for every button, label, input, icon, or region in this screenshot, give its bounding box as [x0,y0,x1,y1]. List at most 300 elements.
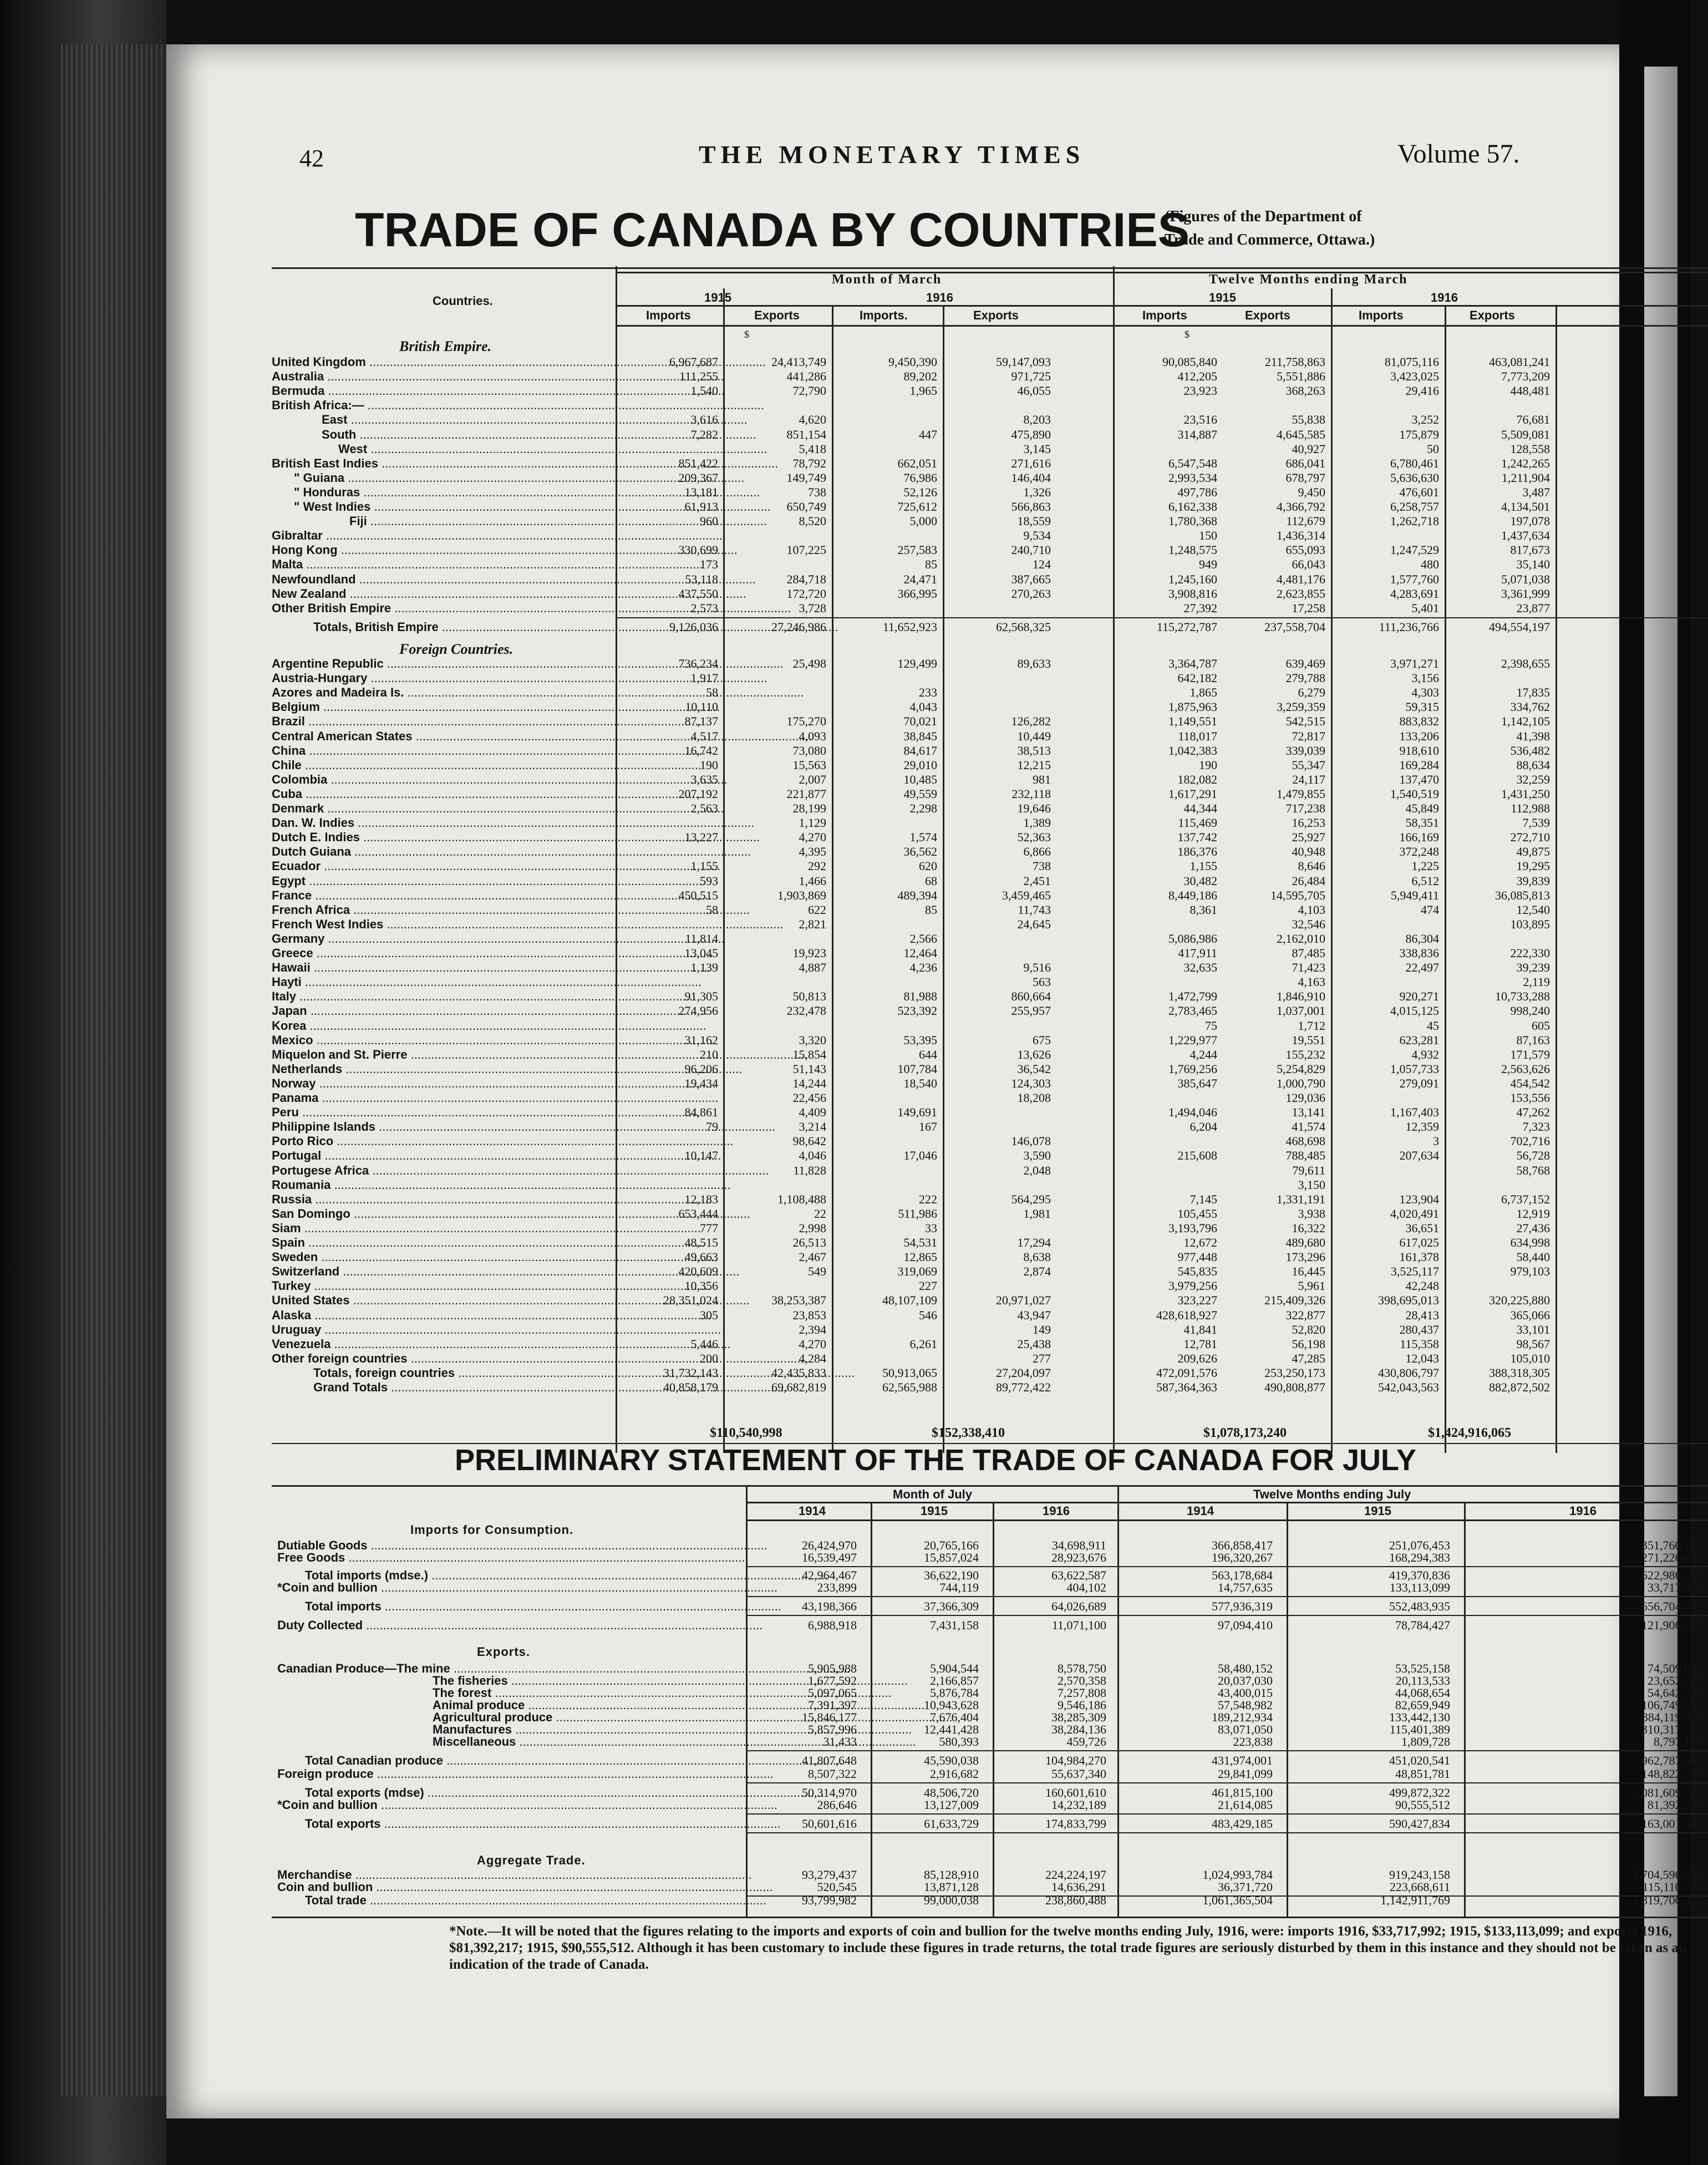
country-name: San Domingo ..... [272,1207,610,1221]
table-cell: 6,258,757 [1390,500,1439,514]
table-cell: 5,949,411 [1390,888,1439,902]
table-row [166,620,1619,634]
table-cell: 468,698 [1285,1134,1325,1148]
table-row [166,1250,1619,1264]
table-cell: 12,464 [903,946,937,960]
table-cell: 182,082 [1177,772,1217,786]
table-cell: 50,913,065 [882,1365,937,1380]
table-cell: 662,051 [897,456,937,470]
table-cell: 99,000,038 [924,1893,979,1907]
table-cell: 35,140 [1516,557,1550,572]
table-cell: 227 [919,1279,937,1293]
table-cell: 85 [925,902,937,917]
table-cell: 7,676,404 [930,1710,979,1724]
table-cell: 286,646 [817,1798,857,1812]
table-cell: 52,126 [903,485,937,499]
row-label: Miscellaneous ..... [433,1735,738,1749]
country-name: Totals, foreign countries ..... [313,1366,610,1380]
table-row [166,1004,1619,1018]
table-cell: 24,645 [1017,917,1051,931]
table-cell: 2,563,626 [1501,1061,1550,1076]
table-cell: 89,202 [903,369,937,384]
table-cell: 41,398 [1516,729,1550,743]
table-cell: 2,874 [1023,1264,1051,1279]
table-cell: 39,839 [1516,873,1550,888]
table-cell: 2,119 [1523,975,1550,989]
table-cell: 4,043 [909,700,937,714]
table-cell: 365,066 [1510,1308,1550,1322]
table-cell: 45,590,038 [924,1754,979,1767]
table-cell: 1,809,728 [1401,1735,1450,1749]
table-cell: 167 [919,1120,937,1134]
table-cell: 2,570,358 [1058,1674,1106,1688]
country-name: Bermuda ..... [272,384,610,398]
table-cell: 28,923,676 [1051,1551,1106,1564]
table-cell: 40,927 [1292,441,1325,456]
table-cell: 12,919 [1516,1206,1550,1221]
table-cell: 211,758,863 [1264,355,1325,369]
table-cell: 5,876,784 [930,1686,979,1700]
table-cell: 520,545 [817,1880,857,1894]
table-cell: 72,790 [792,384,826,398]
table-cell: 19,551 [1292,1033,1325,1047]
table-cell: 3,320 [799,1033,826,1047]
table-row [166,485,1619,500]
table-cell: 1,917 [690,671,718,685]
table-cell: 31,162 [684,1033,718,1047]
combined-total: $110,540,998 [710,1426,782,1440]
exports-section-heading: Exports. [477,1645,531,1659]
table-cell: 24,413,749 [771,355,826,369]
row-label: Total trade ..... [305,1893,738,1908]
country-name: Peru ..... [272,1105,610,1120]
table-cell: 788,485 [1285,1148,1325,1163]
table-row [166,859,1619,873]
table-cell: 41,574 [1292,1120,1325,1134]
table-cell: 536,482 [1510,743,1550,758]
table-cell: 56,728 [1516,1148,1550,1163]
table-cell: 20,037,030 [1218,1674,1273,1688]
row-label: Animal produce ..... [433,1698,738,1712]
table-row [166,601,1619,616]
table-cell: 1,819,706,490 [1632,1893,1702,1907]
table-cell: 2,007 [799,772,826,786]
table-row [166,1551,1702,1565]
table-cell: 36,371,720 [1218,1880,1273,1894]
table-cell: 129,036 [1285,1091,1325,1105]
table-cell: 17,835 [1516,685,1550,700]
country-name: Japan ..... [272,1004,610,1018]
country-name: Azores and Madeira Is. ..... [272,685,610,700]
table-cell: 62,568,325 [996,619,1051,634]
table-cell: 34,698,911 [1051,1538,1106,1552]
table-cell: 2,993,534 [1168,470,1217,485]
table-cell: 490,808,877 [1264,1380,1325,1394]
table-cell: 149,749 [786,470,826,485]
table-cell: 29,416 [1405,384,1439,398]
table-cell: 98,567 [1516,1336,1550,1351]
country-name: " West Indies ..... [294,500,610,514]
table-cell: 919,243,158 [1389,1868,1450,1882]
table-row [166,1019,1619,1033]
country-name: Dutch E. Indies ..... [272,830,610,845]
table-cell: 207,192 [678,786,718,801]
table-cell: 93,799,982 [802,1893,857,1907]
country-name: East ..... [322,413,610,427]
table-cell: 10,733,288 [1495,989,1550,1004]
table-cell: 29,841,099 [1218,1767,1273,1781]
table-cell: 8,638 [1023,1250,1051,1264]
table-cell: 2,451 [1023,873,1051,888]
country-name: Venezuela ..... [272,1337,610,1351]
table-cell: 4,046 [799,1148,826,1163]
table-cell: 3,487 [1522,485,1550,499]
table-cell: 25,498 [792,657,826,670]
table-cell: 883,832 [1399,714,1439,729]
table-cell: 398,695,013 [1378,1293,1439,1308]
year-header: 1914 [1187,1504,1214,1518]
table-cell: 12,359 [1405,1120,1439,1134]
table-cell: 14,636,291 [1051,1880,1106,1894]
table-cell: 222 [919,1192,937,1206]
table-row [166,1105,1619,1120]
table-cell: 12,441,428 [924,1722,979,1736]
table-cell: 686,041 [1285,456,1325,470]
row-label: *Coin and bullion ..... [277,1798,738,1812]
table-cell: 4,395 [799,845,826,859]
table-cell: 3,214 [799,1120,826,1134]
table-cell: 461,815,100 [1212,1786,1273,1800]
country-name: Other British Empire ..... [272,601,610,616]
table-cell: 79 [706,1120,718,1134]
table-row [166,1091,1619,1105]
table-cell: 678,797 [1285,470,1325,485]
year-header: 1914 [799,1504,826,1518]
table-cell: 11,743 [1018,902,1051,917]
table-cell: 4,932 [1411,1047,1439,1061]
table-cell: 23,923 [1183,384,1217,398]
table-cell: 1,875,963 [1168,700,1217,714]
table-cell: 14,757,635 [1218,1580,1273,1594]
table-cell: 240,710 [1011,543,1051,557]
country-name: Grand Totals ..... [313,1380,610,1395]
table-cell: 19,295 [1516,859,1550,873]
table-cell: 36,085,813 [1495,888,1550,902]
table-cell: 417,911 [1178,946,1217,960]
table-cell: 13,045 [684,946,718,960]
table-row [166,671,1619,685]
table-row [166,1293,1619,1308]
table-cell: 82,659,949 [1395,1698,1450,1712]
table-cell: 52,363 [1017,830,1051,845]
table-row [166,932,1619,946]
table-cell: 79,611 [1292,1163,1325,1177]
table-cell: 270,263 [1011,586,1051,601]
table-row [166,1192,1619,1207]
table-cell: 105,010 [1510,1351,1550,1365]
table-cell: 777 [700,1221,718,1235]
table-cell: 744,119 [939,1580,979,1594]
table-cell: 1,846,910 [1277,989,1325,1004]
country-name: Hayti ..... [272,975,610,989]
header-exports-1: Exports [754,308,800,322]
table-cell: 339,039 [1285,743,1325,758]
table-cell: 368,263 [1285,384,1325,398]
table-cell: 48,851,781 [1395,1767,1450,1781]
table-cell: 542,043,563 [1378,1380,1439,1394]
table-row [166,1880,1702,1894]
table-cell: 4,163 [1298,975,1325,989]
table-cell: 385,647 [1177,1076,1217,1090]
table-cell: 7,282 [690,427,718,441]
table-cell: 57,548,982 [1218,1698,1273,1712]
table-cell: 5,905,988 [808,1661,857,1675]
table-cell: 617,025 [1399,1236,1439,1249]
row-label: Manufactures ..... [433,1722,738,1737]
country-name: British East Indies ..... [272,456,610,471]
table-cell: 175,879 [1399,427,1439,441]
table-cell: 1,326 [1023,485,1051,499]
table-cell: 8,578,750 [1058,1661,1106,1675]
table-row [166,1048,1619,1062]
row-label: Foreign produce ..... [277,1767,738,1781]
country-name: Chile ..... [272,758,610,773]
table-cell: 32,546 [1292,917,1325,931]
table-cell: 451,020,541 [1389,1754,1450,1767]
table-cell: 851,154 [786,427,826,441]
table-cell: 1,617,291 [1168,786,1217,801]
table-cell: 979,103 [1510,1264,1550,1279]
table-cell: 388,318,305 [1489,1365,1550,1380]
header-twelve-months-july: Twelve Months ending July [1253,1487,1411,1501]
country-name: Egypt ..... [272,874,610,888]
table-cell: 155,232 [1285,1047,1325,1061]
table-cell: 1,437,634 [1501,528,1550,543]
table-cell: 11,071,100 [1051,1618,1106,1632]
table-cell: 3,635 [690,772,718,786]
table-cell: 39,239 [1516,960,1550,975]
table-cell: 1,965 [909,384,937,398]
table-cell: 1,769,256 [1168,1061,1217,1076]
table-cell: 1,436,314 [1277,528,1325,543]
country-name: Portugal ..... [272,1148,610,1163]
table-cell: 97,094,410 [1218,1618,1273,1632]
table-row [166,500,1619,514]
country-name: Fiji ..... [349,514,610,528]
country-name: Argentine Republic ..... [272,657,610,671]
row-label: Total imports (mdse.) ..... [305,1568,738,1583]
table-cell: 1,540 [690,384,718,398]
table-cell: 563,178,684 [1212,1568,1273,1582]
table-cell: 12,865 [903,1250,937,1264]
row-label: Coin and bullion ..... [277,1880,738,1894]
table-cell: 3,364,787 [1168,657,1217,670]
table-cell: 971,725 [1011,369,1051,384]
table-cell: 563 [1033,975,1051,989]
table-cell: 12,781 [1183,1336,1217,1351]
table-row [166,975,1619,989]
table-cell: 38,285,309 [1051,1710,1106,1724]
table-cell: 2,623,855 [1277,586,1325,601]
row-label: Free Goods ..... [277,1551,738,1565]
table-cell: 210 [700,1047,718,1061]
table-cell: 8,797,135 [1654,1735,1702,1749]
table-cell: 366,995 [897,586,937,601]
table-row [166,1207,1619,1221]
table-cell: 11,652,923 [882,619,937,634]
table-cell: 209,626 [1177,1351,1217,1365]
country-name: South ..... [322,428,610,442]
table-cell: 26,424,970 [802,1538,857,1552]
table-cell: 48,506,720 [924,1786,979,1800]
table-cell: 115,272,787 [1156,619,1217,634]
dollar-sign: $ [1185,329,1190,340]
table-cell: 54,531 [903,1236,937,1249]
table-cell: 89,633 [1017,657,1051,670]
table-cell: 1,211,904 [1501,470,1550,485]
country-name: Totals, British Empire ..... [313,620,610,634]
table-cell: 28,351,024 [663,1293,718,1308]
table-cell: 112,679 [1286,514,1325,528]
table-cell: 78,784,427 [1395,1618,1450,1632]
table-cell: 271,226,442 [1641,1551,1702,1564]
table-row [166,960,1619,975]
table-cell: 59,315 [1405,700,1439,714]
journal-title: THE MONETARY TIMES [699,140,1085,169]
table-cell: 38,284,136 [1051,1722,1106,1736]
table-cell: 46,055 [1017,384,1051,398]
table-cell: 12,043 [1405,1351,1439,1365]
table-row [166,514,1619,528]
table-cell: 3,590 [1023,1148,1051,1163]
table-cell: 960 [700,514,718,528]
table-row [166,1148,1619,1163]
table-cell: 103,895 [1510,917,1550,931]
table-cell: 1,466 [799,873,826,888]
table-cell: 44,344 [1183,801,1217,815]
table-cell: 104,984,270 [1045,1754,1106,1767]
table-cell: 653,444 [678,1206,718,1221]
table-cell: 47,262 [1516,1105,1550,1120]
country-name: Colombia ..... [272,773,610,787]
table-cell: 18,540 [903,1076,937,1090]
table-cell: 475,890 [1011,427,1051,441]
table-row [166,1754,1702,1768]
table-cell: 189,212,934 [1212,1710,1273,1724]
country-name: Newfoundland ..... [272,572,610,587]
table-cell: 5,401 [1411,601,1439,615]
table-cell: 404,102 [1066,1580,1106,1594]
table-cell: 87,163 [1516,1033,1550,1047]
table-cell: 66,043 [1292,557,1325,572]
table-cell: 949 [1199,557,1217,572]
table-cell: 3,938 [1298,1206,1325,1221]
table-row [166,1134,1619,1148]
table-cell: 28,413 [1405,1308,1439,1322]
table-cell: 1,479,855 [1277,786,1325,801]
country-name: Hawaii ..... [272,960,610,975]
table-cell: 590,427,834 [1389,1817,1450,1831]
table-cell: 463,081,241 [1489,355,1550,369]
table-cell: 310,317,755 [1641,1722,1702,1736]
table-cell: 3,423,025 [1390,369,1439,384]
country-name: France ..... [272,888,610,903]
table-cell: 2,573 [690,601,718,615]
table-cell: 1,903,869 [777,888,826,902]
source-note: (Figures of the Department of Trade and Commerce, Ottawa.) [1165,208,1375,248]
row-label: Dutiable Goods ..... [277,1538,738,1553]
table-cell: 115,110,209 [1642,1880,1702,1894]
table-cell: 5,097,065 [808,1686,857,1700]
combined-total: $1,078,173,240 [1203,1426,1287,1440]
country-name: Russia ..... [272,1192,610,1207]
table-cell: 2,398,655 [1501,657,1550,670]
table-cell: 284,718 [786,572,826,586]
table-cell: 3,252 [1411,413,1439,427]
table-cell: 14,244 [792,1076,826,1090]
table-cell: 16,742 [684,743,718,758]
table-cell: 38,845 [903,729,937,743]
table-cell: 4,270 [799,1336,826,1351]
header-imports-1: Imports [646,308,691,322]
table-cell: 11,814 [685,931,718,946]
table-cell: 224,224,197 [1045,1868,1106,1882]
table-cell: 52,820 [1292,1322,1325,1336]
table-row [166,398,1619,413]
table-cell: 9,546,186 [1058,1698,1106,1712]
table-cell: 186,376 [1177,845,1217,859]
country-name: Dan. W. Indies ..... [272,816,610,830]
table-cell: 1,057,733 [1390,1061,1439,1076]
table-row [166,1798,1702,1812]
table-row [166,1163,1619,1178]
table-cell: 75 [1205,1018,1217,1033]
country-name: Switzerland ..... [272,1264,610,1279]
year-header: 1915 [1364,1504,1391,1518]
table-cell: 20,971,027 [996,1293,1051,1308]
table-cell: 3,259,359 [1277,700,1325,714]
table-cell: 4,103 [1298,902,1325,917]
table-cell: 115,358 [1400,1336,1439,1351]
table-cell: 90,085,840 [1162,355,1217,369]
table-cell: 24,117 [1292,772,1325,786]
table-cell: 85 [925,557,937,572]
table-cell: 441,286 [786,369,826,384]
table-cell: 175,270 [786,714,826,729]
table-cell: 2,998 [799,1221,826,1235]
country-name: " Guiana ..... [294,471,610,485]
table-cell: 6,512 [1411,873,1439,888]
table-cell: 76,681 [1516,413,1550,427]
table-cell: 41,807,648 [802,1754,857,1767]
document-page [166,44,1702,2118]
table-cell: 1,574 [909,830,937,845]
table-cell: 17,294 [1017,1236,1051,1249]
table-cell: 4,620 [799,413,826,427]
table-row [166,816,1619,830]
table-cell: 1,163,001,948 [1632,1817,1702,1831]
table-cell: 5,636,630 [1390,470,1439,485]
aggregate-section-heading: Aggregate Trade. [477,1853,586,1867]
table-cell: 9,450 [1298,485,1325,499]
table-cell: 31,732,143 [663,1365,718,1380]
table-cell: 133,442,130 [1389,1710,1450,1724]
table-cell: 22 [814,1206,826,1221]
table-row [166,1735,1702,1749]
foreign-countries-heading: Foreign Countries. [399,641,514,657]
table-cell: 43,947 [1017,1308,1051,1322]
table-cell: 28,199 [792,801,826,815]
